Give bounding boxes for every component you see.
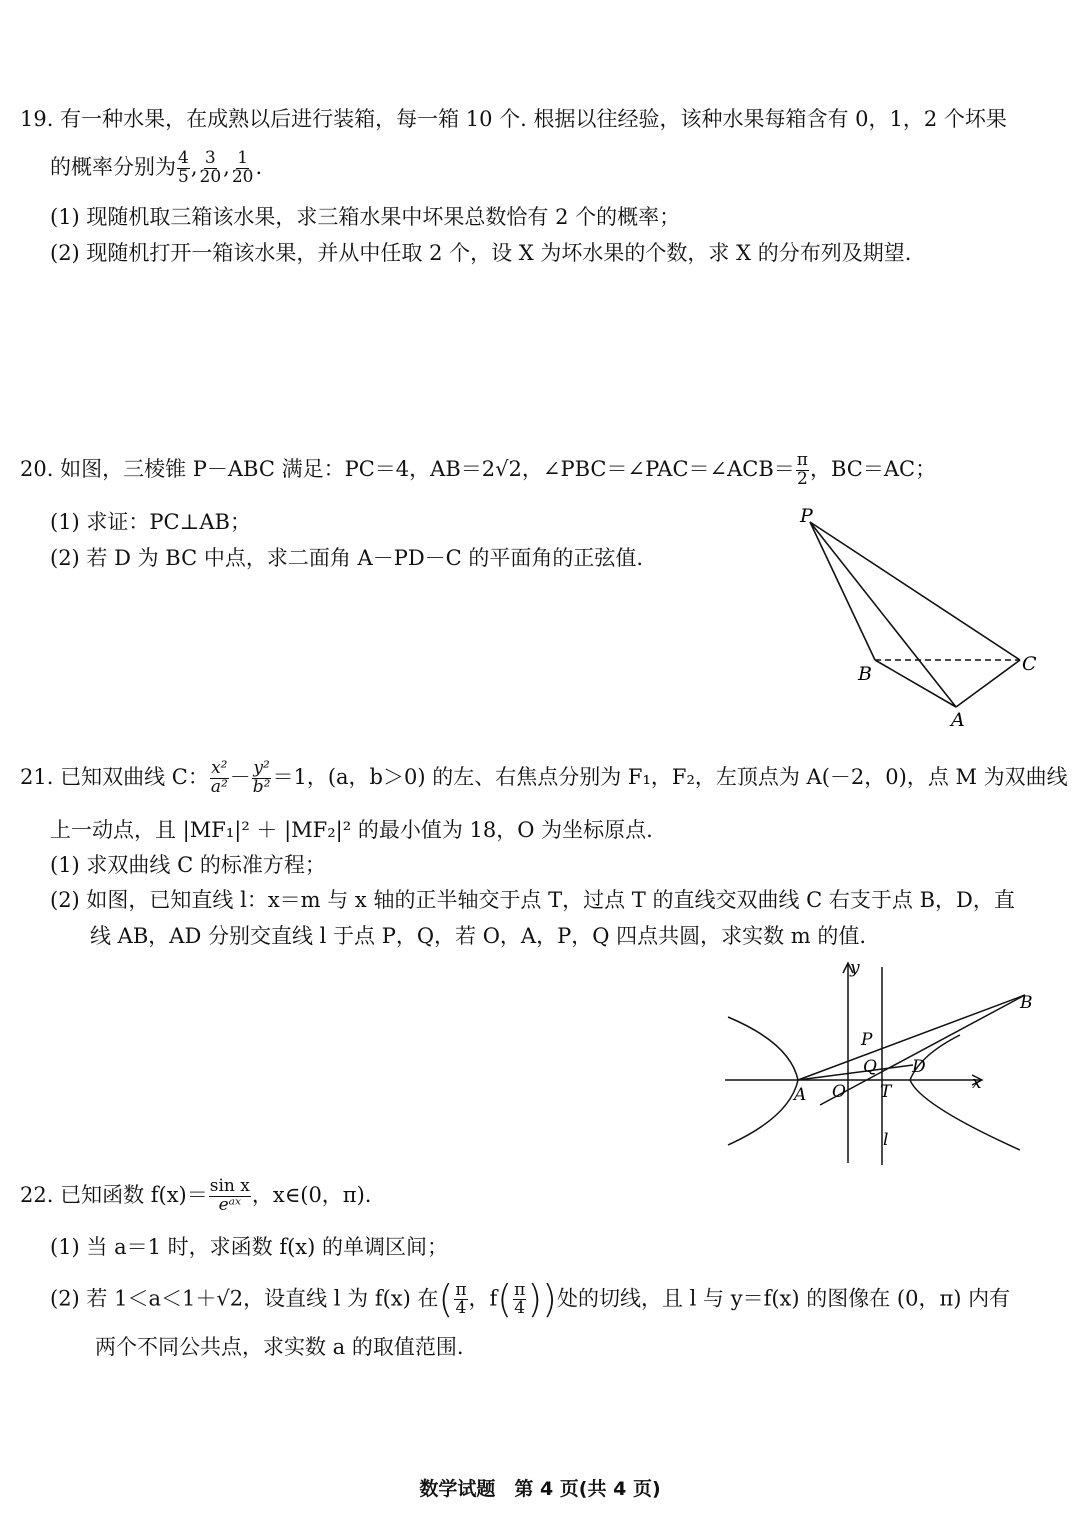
- q21-line1: 21. 已知双曲线 C： $\frac{\text{x²}}{\text{a²}}$ － $\frac{\text{y²}}{\text{b²}}$ ＝1，(a，b＞0) 的左、右焦点分别为 F₁，F₂，左顶点为 A(－2，0)，点 M 为双曲线: [20, 758, 1068, 797]
- q19-line2-pre: 的概率分别为: [50, 154, 176, 179]
- label-y: y: [850, 958, 860, 978]
- fraction-y2-b2: $\frac{\text{y²}}{\text{b²}}$: [252, 758, 271, 797]
- fraction-sinx-eax: $\frac{\text{sin x}}{\text{eᵃˣ}}$: [209, 1176, 250, 1215]
- hyperbola-right-branch: [910, 1035, 1020, 1150]
- q21-line1-post: ＝1，(a，b＞0) 的左、右焦点分别为 F₁，F₂，左顶点为 A(－2，0)，点 M 为双曲线: [272, 764, 1068, 789]
- line-tb: [820, 995, 1025, 1105]
- q22-line1-post: ，x∈(0，π).: [251, 1182, 372, 1207]
- q19-line2: 的概率分别为 $\frac{4}{5}$ , $\frac{3}{20}$ , $\frac{1}{20}$ .: [50, 148, 263, 187]
- q21-line1-pre: 21. 已知双曲线 C：: [20, 764, 209, 789]
- label-a: A: [951, 709, 965, 731]
- fraction-pi-2: $\frac{\pi}{2}$: [796, 450, 808, 489]
- label-d: D: [912, 1057, 926, 1077]
- label-b: B: [858, 663, 872, 685]
- fraction-pi-4-a: $\frac{\pi}{4}$: [455, 1279, 467, 1319]
- q22-line1: [20, 1178, 371, 1215]
- label-x: x: [972, 1073, 982, 1093]
- label-c: C: [1022, 653, 1037, 675]
- q22-part2b: 两个不同公共点，求实数 a 的取值范围.: [95, 1335, 464, 1359]
- fraction-3-20: $\frac{3}{20}$: [199, 148, 222, 187]
- label-p: P: [861, 1030, 873, 1050]
- label-l: l: [883, 1130, 889, 1150]
- q22-line1-pre: 22. 已知函数 f(x)＝: [20, 1182, 208, 1207]
- q22-part1: (1) 当 a＝1 时，求函数 f(x) 的单调区间；: [50, 1235, 449, 1259]
- fraction-pi-4-b: $\frac{\pi}{4}$: [514, 1279, 526, 1319]
- label-p: P: [800, 505, 813, 527]
- q22-part2-post: 处的切线，且 l 与 y＝f(x) 的图像在 (0，π) 内有: [556, 1286, 1011, 1311]
- edge-pc: [810, 522, 1020, 660]
- label-t: T: [880, 1082, 892, 1102]
- line-ad: [798, 1065, 913, 1080]
- fraction-4-5: $\frac{4}{5}$: [178, 148, 189, 187]
- q21-part1: (1) 求双曲线 C 的标准方程；: [50, 853, 326, 877]
- label-q: Q: [863, 1057, 877, 1077]
- label-o: O: [832, 1082, 846, 1102]
- q20-part2: (2) 若 D 为 BC 中点，求二面角 A－PD－C 的平面角的正弦值.: [50, 546, 644, 570]
- fraction-x2-a2: $\frac{\text{x²}}{\text{a²}}$: [210, 758, 228, 797]
- label-a: A: [794, 1085, 807, 1105]
- edge-pa: [810, 522, 956, 707]
- edge-ba: [875, 660, 956, 707]
- q20-line1-pre: 20. 如图，三棱锥 P－ABC 满足：PC＝4，AB＝2√2，∠PBC＝∠PAC＝∠ACB＝: [20, 456, 795, 481]
- hyperbola-left-branch: [728, 1017, 798, 1145]
- q20-line1: [20, 452, 936, 489]
- q22-part2-pre: (2) 若 1＜a＜1＋√2，设直线 l 为 f(x) 在: [50, 1286, 439, 1311]
- q19-part2: (2) 现随机打开一箱该水果，并从中任取 2 个，设 X 为坏水果的个数，求 X 的分布列及期望.: [50, 241, 912, 265]
- q21-part2a: (2) 如图，已知直线 l：x＝m 与 x 轴的正半轴交于点 T，过点 T 的直线交双曲线 C 右支于点 B，D，直: [50, 888, 1015, 912]
- page-footer: 数学试题 第 4 页(共 4 页): [419, 1478, 661, 1500]
- q20-line1-post: ，BC＝AC；: [809, 456, 937, 481]
- q19-part1: (1) 现随机取三箱该水果，求三箱水果中坏果总数恰有 2 个的概率；: [50, 205, 681, 229]
- label-b: B: [1020, 993, 1033, 1013]
- tetrahedron-figure: [780, 500, 1050, 740]
- q22-mid: ，f: [468, 1286, 498, 1311]
- q22-part2: (2) 若 1＜a＜1＋√2，设直线 l 为 f(x) 在( $\frac{\pi}{4}$ ，f( $\frac{\pi}{4}$ ))处的切线，且 l 与 y＝f(x) 的图像在 (0，π) 内有: [50, 1277, 1011, 1321]
- q19-line1: 19. 有一种水果，在成熟以后进行装箱，每一箱 10 个. 根据以往经验，该种水果每箱含有 0，1，2 个坏果: [20, 107, 1007, 131]
- q20-part1: (1) 求证：PC⊥AB；: [50, 510, 251, 534]
- hyperbola-figure: [720, 955, 1050, 1170]
- fraction-1-20: $\frac{1}{20}$: [231, 148, 254, 187]
- edge-ca: [956, 660, 1020, 707]
- q21-line2: 上一动点，且 |MF₁|² ＋ |MF₂|² 的最小值为 18，O 为坐标原点.: [50, 818, 653, 842]
- q21-part2b: 线 AB，AD 分别交直线 l 于点 P，Q，若 O，A，P，Q 四点共圆，求实数 m 的值.: [90, 924, 867, 948]
